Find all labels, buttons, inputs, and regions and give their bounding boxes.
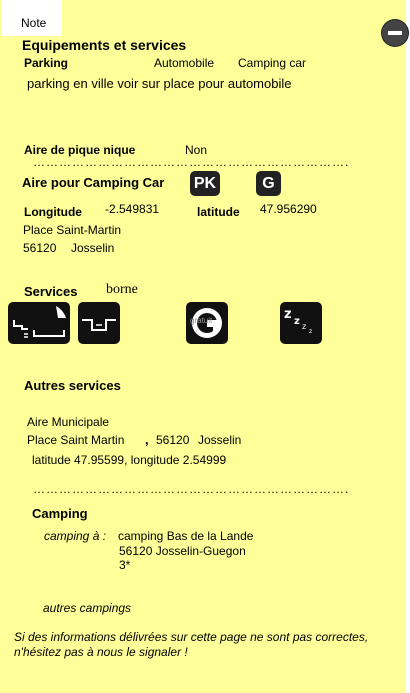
camping-car-area-label: Aire pour Camping Car	[22, 175, 165, 190]
gratuit-icon	[186, 302, 228, 344]
section-title: Equipements et services	[22, 37, 187, 53]
parking-col-automobile: Automobile	[154, 56, 215, 70]
separator-1: ……………………………………………………………….	[33, 155, 350, 169]
latitude-label: latitude	[197, 205, 240, 219]
footer-line-2: n'hésitez pas à nous le signaler !	[14, 645, 188, 659]
svg-text:z: z	[309, 328, 313, 335]
camping-label: Camping	[32, 506, 88, 521]
gratuit-icon-label: gratuit	[190, 316, 213, 325]
address-city: Josselin	[71, 241, 115, 255]
other-services-coords: latitude 47.95599, longitude 2.54999	[32, 453, 227, 467]
camping-prefix: camping à :	[44, 529, 107, 543]
parking-description: parking en ville voir sur place pour automobile	[27, 76, 292, 91]
sleep-icon	[280, 302, 322, 344]
parking-col-camping-car: Camping car	[238, 56, 307, 70]
collapse-icon[interactable]	[382, 20, 408, 46]
services-label: Services	[24, 284, 78, 299]
latitude-value: 47.956290	[260, 202, 317, 216]
footer-line-1: Si des informations délivrées sur cette page ne sont pas correctes,	[14, 630, 369, 644]
other-services-city: Josselin	[198, 433, 242, 447]
dump-station-icon	[78, 302, 120, 344]
water-fill-icon	[28, 302, 70, 344]
other-services-comma: ,	[145, 432, 149, 447]
note-tab-label: Note	[21, 16, 47, 30]
camping-address: 56120 Josselin-Guegon	[119, 544, 246, 558]
gratuit-g-icon: G	[256, 171, 281, 196]
other-services-label: Autres services	[24, 378, 121, 393]
parking-pk-icon: PK	[190, 171, 220, 196]
svg-text:z: z	[302, 322, 307, 331]
other-services-address: Place Saint Martin	[27, 433, 125, 447]
picnic-label: Aire de pique nique	[24, 143, 136, 157]
note-tab[interactable]	[2, 0, 62, 36]
other-campings-link[interactable]: autres campings	[43, 601, 132, 615]
services-value: borne	[106, 282, 138, 297]
svg-text:z: z	[284, 307, 292, 322]
camping-name: camping Bas de la Lande	[118, 529, 254, 543]
longitude-value: -2.549831	[105, 202, 160, 216]
camping-stars: 3*	[119, 558, 131, 572]
picnic-value: Non	[185, 143, 208, 157]
svg-text:z: z	[294, 316, 300, 327]
parking-label: Parking	[24, 56, 69, 70]
other-services-postcode: 56120	[156, 433, 190, 447]
other-services-name: Aire Municipale	[27, 415, 110, 429]
separator-2: ……………………………………………………………….	[33, 482, 350, 496]
longitude-label: Longitude	[24, 205, 82, 219]
address-street: Place Saint-Martin	[23, 223, 122, 237]
address-postcode: 56120	[23, 241, 57, 255]
